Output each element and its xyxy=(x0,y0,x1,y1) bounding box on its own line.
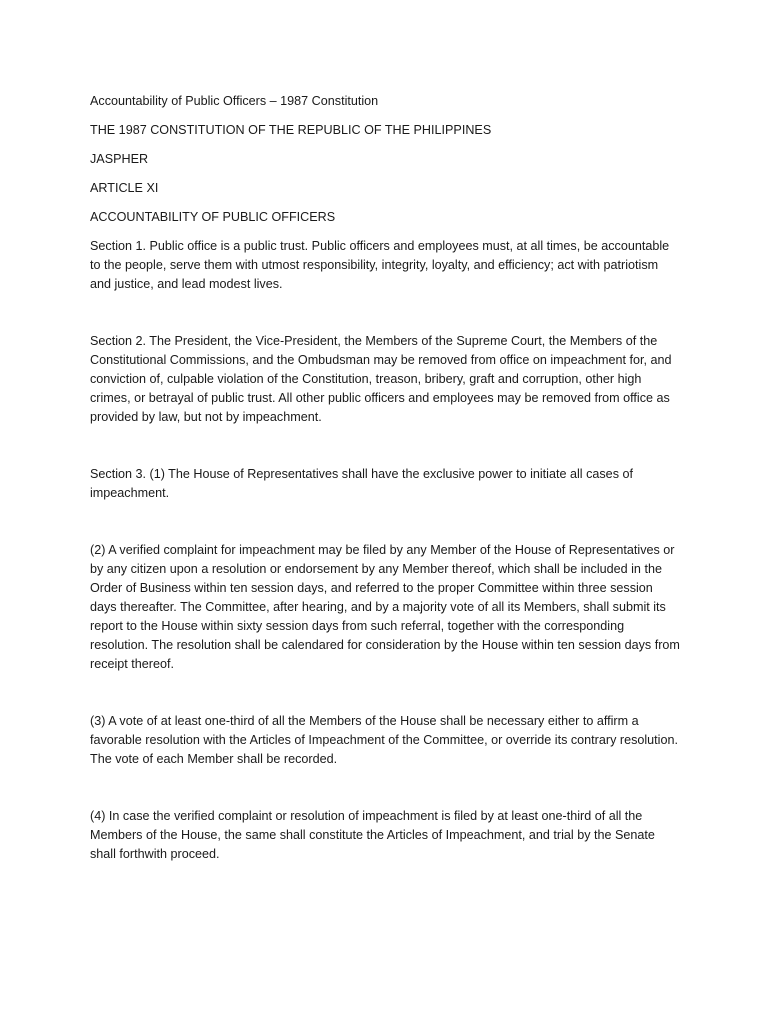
article-title: ACCOUNTABILITY OF PUBLIC OFFICERS xyxy=(90,210,336,224)
document-title: Accountability of Public Officers – 1987 Constitution xyxy=(90,94,379,108)
section-1-paragraph: Section 1. Public office is a public trust. Public officers and employees must, at all times, be accountable to the people, serve them with utmost responsibility, integrity, loyalty, and efficiency; act with patriotism and justice, and lead modest lives. xyxy=(90,239,670,291)
section-3-3-paragraph: (3) A vote of at least one-third of all the Members of the House shall be necessary either to affirm a favorable resolution with the Articles of Impeachment of the Committee, or override its contrary resolution. The vote of each Member shall be recorded. xyxy=(90,714,678,766)
section-3-4-paragraph: (4) In case the verified complaint or resolution of impeachment is filed by at least one-third of all the Members of the House, the same shall constitute the Articles of Impeachment, and trial by the Senate shall forthwith proceed. xyxy=(90,809,655,861)
section-2-paragraph: Section 2. The President, the Vice-President, the Members of the Supreme Court, the Members of the Constitutional Commissions, and the Ombudsman may be removed from office on impeachment for, and conviction of, culpable violation of the Constitution, treason, bribery, graft and corruption, other high crimes, or betrayal of public trust. All other public officers and employees may be removed from office as provided by law, but not by impeachment. xyxy=(90,334,672,424)
article-number: ARTICLE XI xyxy=(90,181,159,195)
section-3-2-paragraph: (2) A verified complaint for impeachment may be filed by any Member of the House of Representatives or by any citizen upon a resolution or endorsement by any Member thereof, which shall be included in the Order of Business within ten session days, and referred to the proper Committee within three session days thereafter. The Committee, after hearing, and by a majority vote of all its Members, shall submit its report to the House within sixty session days from such referral, together with the corresponding resolution. The resolution shall be calendared for consideration by the House within ten session days from receipt thereof. xyxy=(90,543,680,671)
author-name: JASPHER xyxy=(90,152,149,166)
constitution-heading: THE 1987 CONSTITUTION OF THE REPUBLIC OF THE PHILIPPINES xyxy=(90,123,492,137)
section-3-1-paragraph: Section 3. (1) The House of Representatives shall have the exclusive power to initiate all cases of impeachment. xyxy=(90,467,633,500)
document-page xyxy=(90,92,680,902)
